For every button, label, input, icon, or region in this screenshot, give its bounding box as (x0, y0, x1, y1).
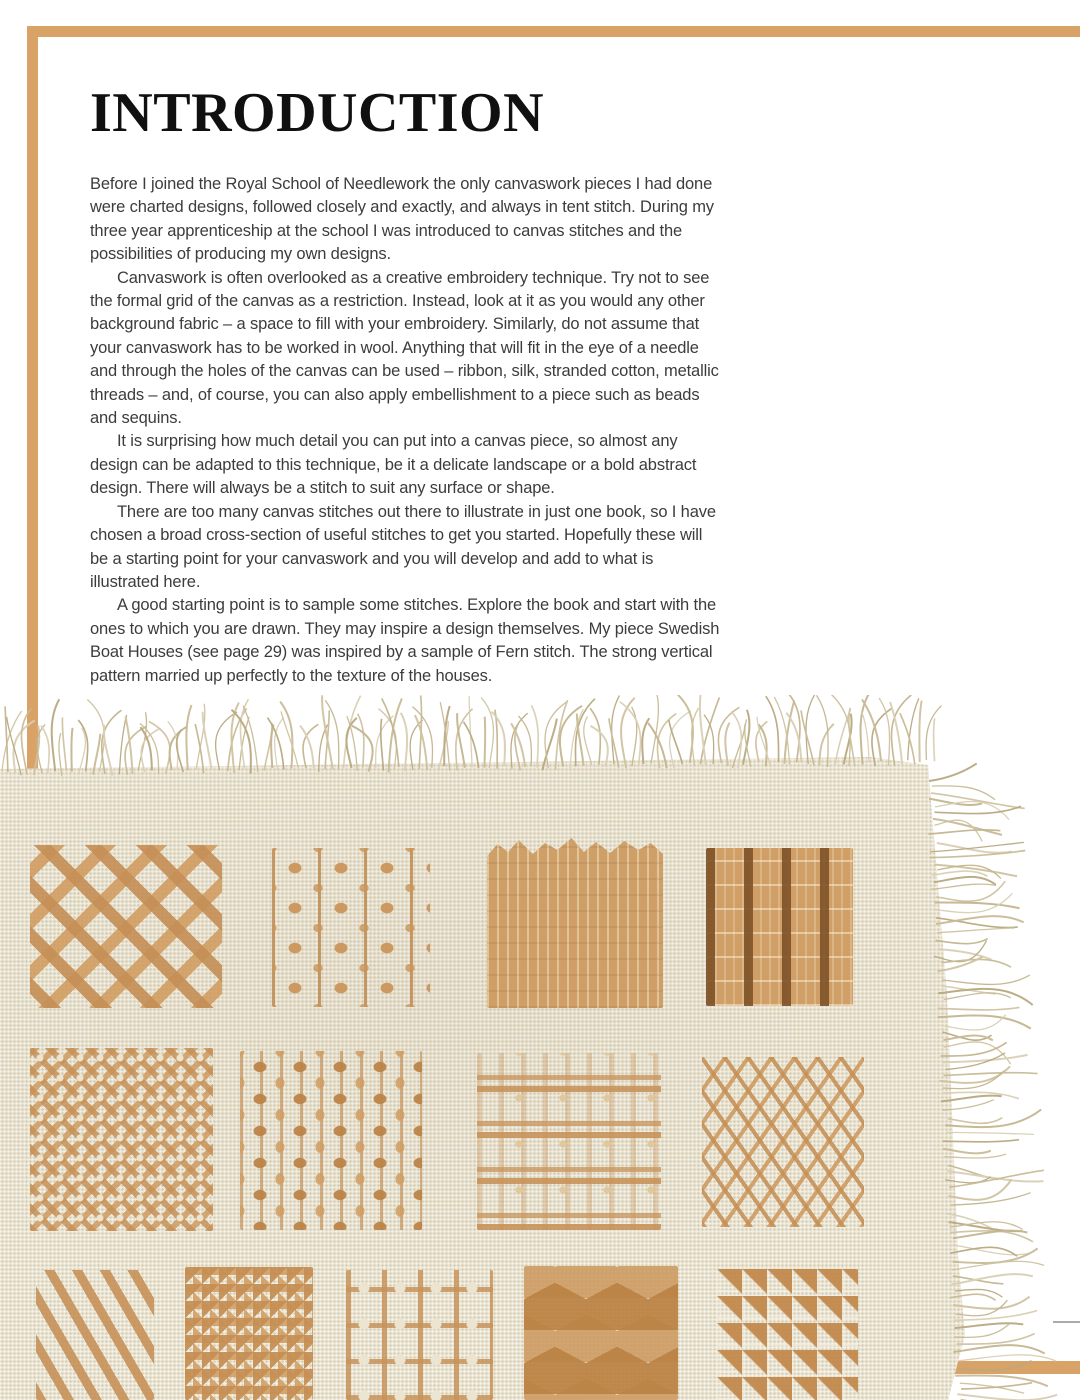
stitch-patch (30, 845, 222, 1008)
stitch-patch (706, 848, 853, 1006)
intro-text (90, 173, 720, 688)
stitch-patch (702, 1057, 864, 1227)
paragraph: Canvaswork is often overlooked as a creative embroidery technique. Try not to see the formal grid of the canvas as a restriction. Instead, look at it as you would any other background fabric – a space to fill with your embroidery. Similarly, do not assume that your canvaswork has to be worked in wool. Anything that will fit in the eye of a needle and through the holes of the canvas can be used – ribbon, silk, stranded cotton, metallic threads – and, of course, you can also apply embellishment to a piece such as beads and sequins. (90, 268, 719, 428)
stitch-patch (240, 1051, 422, 1230)
stitch-patch (346, 1270, 493, 1400)
stitch-patch (185, 1267, 313, 1400)
stitch-patch (487, 838, 663, 1008)
page-title: INTRODUCTION (90, 82, 545, 144)
stitch-patch (272, 848, 430, 1007)
stitch-patch (36, 1270, 154, 1400)
sampler-photo (0, 695, 1080, 1400)
paragraph: There are too many canvas stitches out there to illustrate in just one book, so I have chosen a broad cross-section of useful stitches to get you started. Hopefully these will be a starting point for your canvaswork and you will develop and add to what is illustrated here. (90, 502, 716, 591)
stitch-patch (30, 1048, 213, 1231)
paragraph: Before I joined the Royal School of Needlework the only canvaswork pieces I had done were charted designs, followed closely and exactly, and always in tent stitch. During my three year apprenticeship at the school I was introduced to canvas stitches and the possibilities of producing my own designs. (90, 175, 714, 264)
frame-left-band (27, 26, 38, 778)
stitch-patch (477, 1053, 661, 1230)
frame-top-band (27, 26, 1080, 37)
linen-canvas (0, 695, 1080, 1400)
stitch-patch (524, 1266, 678, 1400)
paragraph: It is surprising how much detail you can put into a canvas piece, so almost any design can be adapted to this technique, be it a delicate landscape or a bold abstract design. There will always be a stitch to suit any surface or shape. (90, 432, 697, 498)
paragraph: A good starting point is to sample some stitches. Explore the book and start with the ones to which you are drawn. They may inspire a design themselves. My piece Swedish Boat Houses (see page 29) was inspired by a sample of Fern stitch. The strong vertical pattern married up perfectly to the texture of the houses. (90, 596, 720, 685)
stitch-patch (717, 1269, 858, 1400)
